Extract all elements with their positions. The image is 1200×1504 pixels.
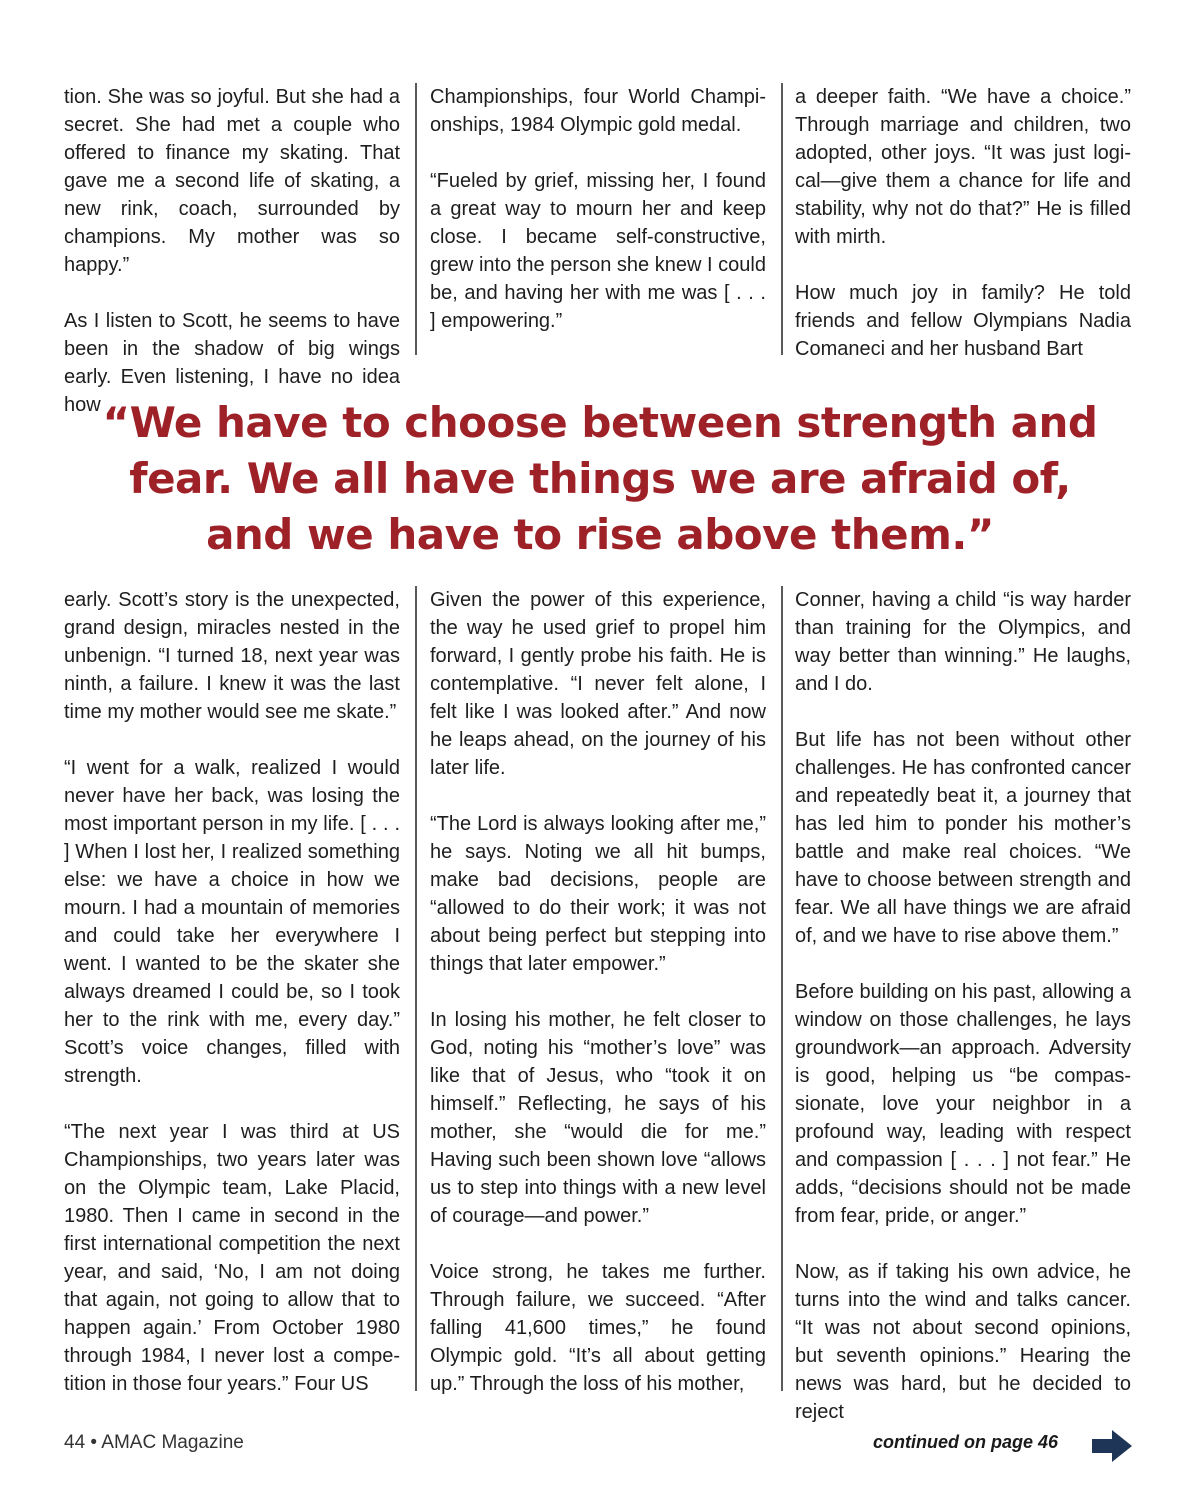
bottom-column-2 xyxy=(430,586,766,1398)
continued-link[interactable]: continued on page 46 xyxy=(872,1432,1058,1452)
paragraph: Before building on his past, allowing a window on those challenges, he lays groundwork—an approach. Adversity is good, helping us “be compassionate, love your neighbor in a profound way, leading with respect and compassion [ . . . ] not fear.” He adds, “decisions should not be made from fear, pride, or anger.” xyxy=(795,981,1131,1227)
arrow-right-icon[interactable] xyxy=(1090,1428,1134,1464)
paragraph: “I went for a walk, realized I would never have her back, was losing the most important person in my life. [ . . . ] When I lost her, I realized something else: we have a choice in how we mourn. I had a mountain of memories and could take her everywhere I went. I wanted to be the skater she always dreamed I could be, so I took her to the rink with me, every day.” Scott’s voice changes, filled with strength. xyxy=(64,757,400,1087)
paragraph: But life has not been without other challenges. He has confronted cancer and repeatedly beat it, a journey that has led him to ponder his mother’s battle and make real choices. “We have to choose between strength and fear. We all have things we are afraid of, and we have to rise above them.” xyxy=(795,729,1131,947)
paragraph: In losing his mother, he felt closer to God, noting his “mother’s love” was like that of Jesus, who “took it on himself.” Reflecting, he says of his mother, she “would die for me.” Having such been shown love “allows us to step into things with a new level of courage—and power.” xyxy=(430,1009,766,1227)
column-divider xyxy=(415,83,417,355)
top-column-2 xyxy=(430,83,766,335)
column-divider xyxy=(781,83,783,355)
paragraph: tion. She was so joyful. But she had a secret. She had met a couple who offered to finance my skating. That gave me a second life of skating, a new rink, coach, surrounded by champions. My mother was so happy.” xyxy=(64,86,400,276)
column-divider xyxy=(781,586,783,1391)
paragraph: a deeper faith. “We have a choice.” Through marriage and children, two adopted, other joys. “It was just logical—give them a chance for life and stability, why not do that?” He is filled with mirth. xyxy=(795,86,1131,248)
paragraph: “The next year I was third at US Championships, two years later was on the Olympic team, Lake Placid, 1980. Then I came in second in the first international competition the next year, and said, ‘No, I am not doing that again, not going to allow that to happen again.’ From October 1980 through 1984, I never lost a competition in those four years.” Four US xyxy=(64,1121,400,1395)
paragraph: Conner, having a child “is way harder than training for the Olympics, and way better than winning.” He laughs, and I do. xyxy=(795,589,1131,695)
paragraph: Given the power of this experience, the way he used grief to propel him forward, I gently probe his faith. He is contemplative. “I never felt alone, I felt like I was looked after.” And now he leaps ahead, on the journey of his later life. xyxy=(430,589,766,779)
paragraph: Voice strong, he takes me further. Through failure, we succeed. “After falling 41,600 times,” he found Olympic gold. “It’s all about getting up.” Through the loss of his mother, xyxy=(430,1261,766,1395)
column-divider xyxy=(415,586,417,1391)
page-folio: 44 • AMAC Magazine xyxy=(64,1432,244,1453)
pull-quote: “We have to choose between strength and fear. We all have things we are afraid of, and we have to rise above them.” xyxy=(102,398,1098,559)
paragraph: early. Scott’s story is the unexpected, grand design, miracles nested in the unbenign. “I turned 18, next year was ninth, a failure. I knew it was the last time my mother would see me skate.” xyxy=(64,589,400,723)
bottom-column-1 xyxy=(64,586,400,1398)
paragraph: “Fueled by grief, missing her, I found a great way to mourn her and keep close. I became self-constructive, grew into the person she knew I could be, and having her with me was [ . . . ] empowering.” xyxy=(430,170,766,332)
paragraph: Championships, four World Championships, 1984 Olympic gold medal. xyxy=(430,86,766,136)
top-column-3 xyxy=(795,83,1131,363)
top-text-row xyxy=(0,83,1200,416)
paragraph: “The Lord is always looking after me,” he says. Noting we all hit bumps, make bad decisions, people are “allowed to do their work; it was not about being perfect but stepping into things that later empower.” xyxy=(430,813,766,975)
paragraph: How much joy in family? He told friends and fellow Olympians Nadia Comaneci and her husband Bart xyxy=(795,282,1131,360)
top-column-1 xyxy=(64,83,400,419)
bottom-column-3 xyxy=(795,586,1131,1426)
page-footer xyxy=(0,1428,1200,1464)
paragraph: Now, as if taking his own advice, he turns into the wind and talks cancer. “It was not about second opinions, but seventh opinions.” Hearing the news was hard, but he decided to reject xyxy=(795,1261,1131,1423)
bottom-text-row xyxy=(0,586,1200,1423)
paragraph: As I listen to Scott, he seems to have been in the shadow of big wings early. Even listening, I have no idea how xyxy=(64,310,400,416)
